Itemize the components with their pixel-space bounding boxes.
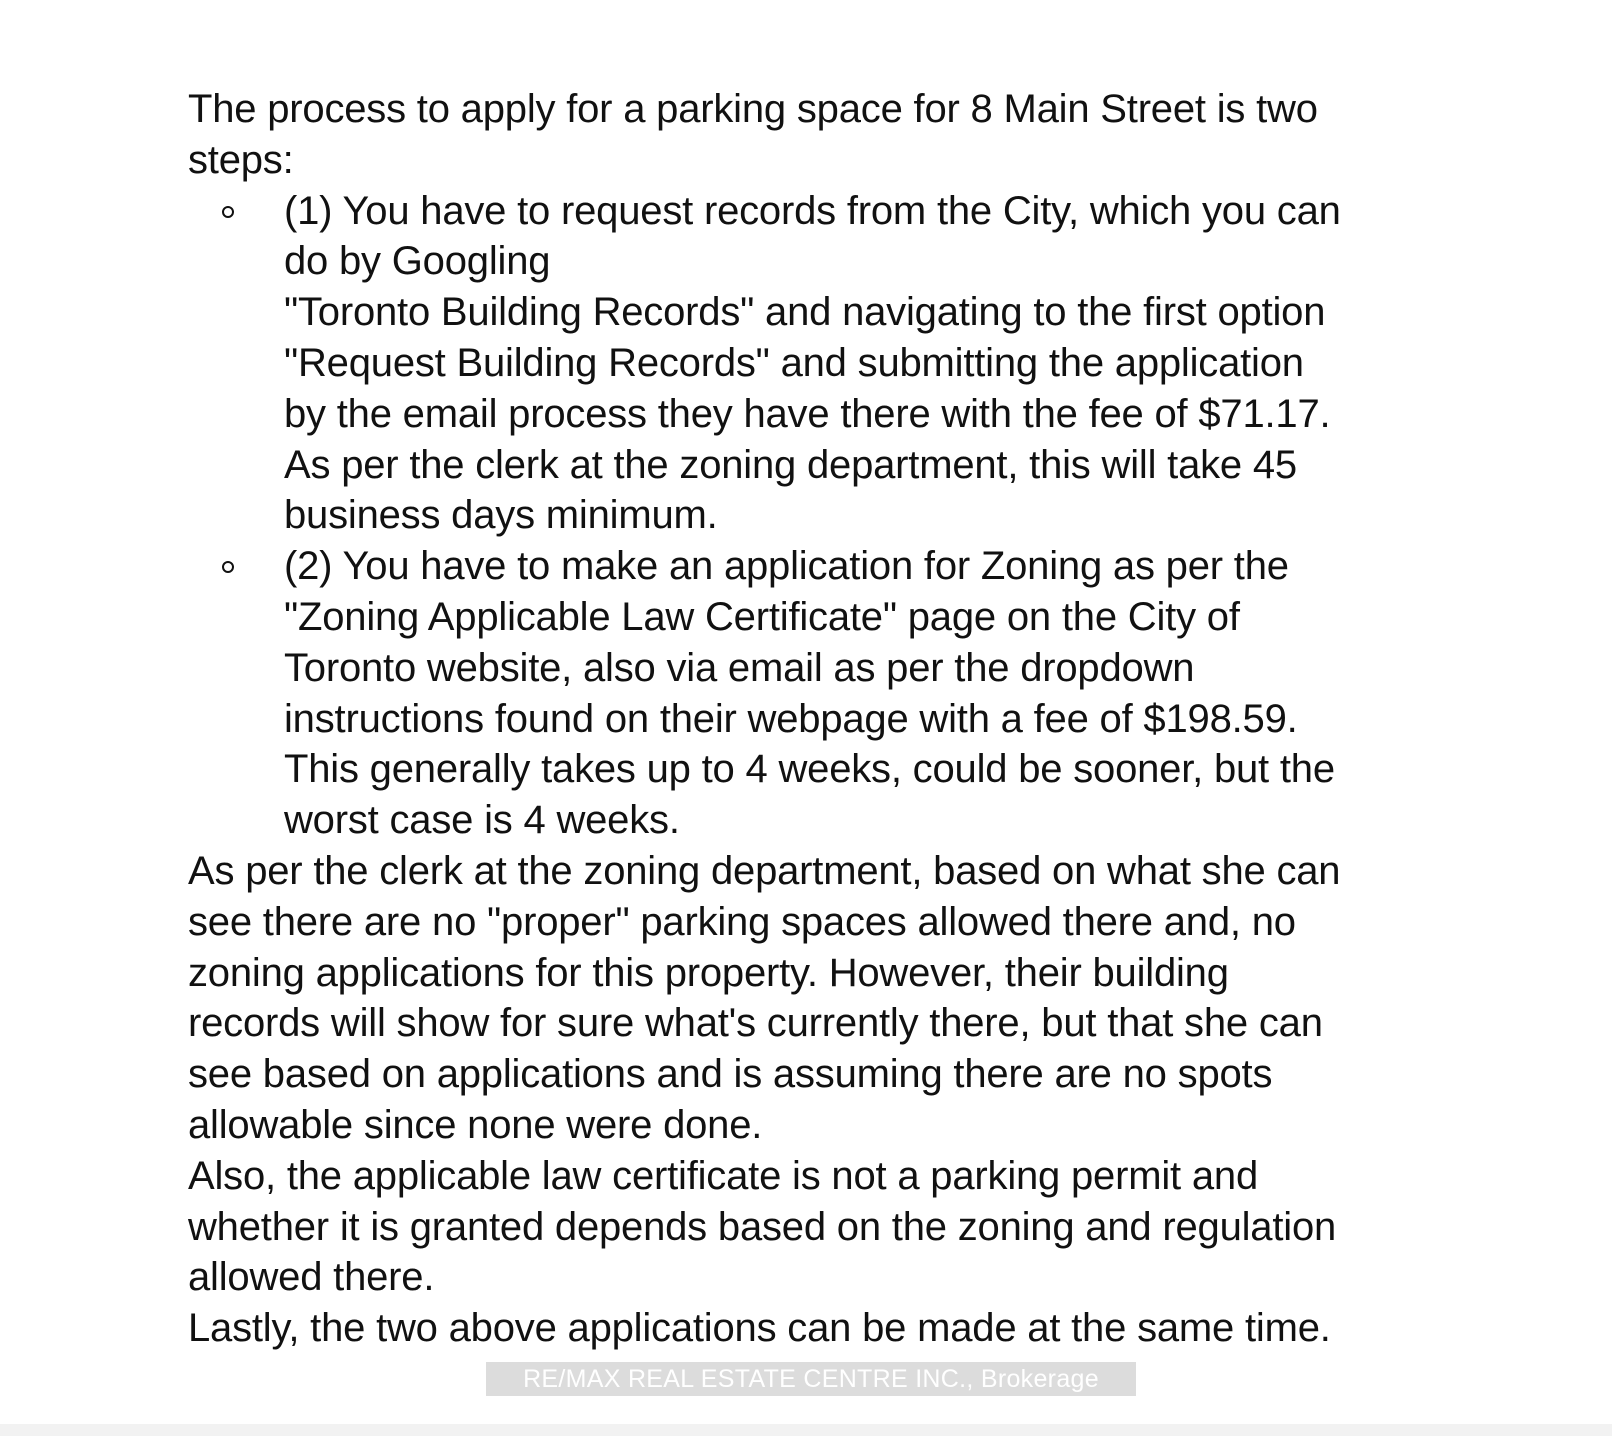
intro-paragraph [188, 84, 1448, 186]
text-line: (1) You have to request records from the City, which you can [284, 188, 1341, 233]
text-line: allowed there. [188, 1255, 435, 1300]
step-item-2 [188, 541, 1448, 846]
text-line: business days minimum. [284, 493, 718, 538]
document-body [188, 84, 1448, 1354]
text-line: "Zoning Applicable Law Certificate" page on the City of [284, 594, 1240, 639]
text-line: "Toronto Building Records" and navigating to the first option [284, 290, 1326, 335]
text-line: Also, the applicable law certificate is not a parking permit and [188, 1153, 1258, 1198]
text-line: see based on applications and is assuming there are no spots [188, 1052, 1273, 1097]
steps-list [188, 186, 1448, 846]
text-line: zoning applications for this property. However, their building [188, 950, 1229, 995]
text-line: This generally takes up to 4 weeks, could be sooner, but the [284, 747, 1335, 792]
text-line: The process to apply for a parking space for 8 Main Street is two [188, 87, 1318, 131]
text-line: worst case is 4 weeks. [284, 798, 680, 843]
brokerage-watermark: RE/MAX REAL ESTATE CENTRE INC., Brokerage [486, 1362, 1136, 1396]
text-line: instructions found on their webpage with a fee of $198.59. [284, 696, 1298, 741]
text-line: do by Googling [284, 239, 551, 284]
text-line: steps: [188, 137, 294, 182]
text-line: Toronto website, also via email as per the dropdown [284, 645, 1195, 690]
text-line: As per the clerk at the zoning department, based on what she can [188, 848, 1341, 893]
text-line: records will show for sure what's currently there, but that she can [188, 1001, 1323, 1046]
bottom-edge-strip [0, 1424, 1612, 1436]
hollow-circle-bullet-icon [222, 206, 234, 218]
clerk-note-paragraph [188, 846, 1448, 1151]
also-note-paragraph [188, 1151, 1448, 1303]
step-item-1 [188, 186, 1448, 542]
text-line: As per the clerk at the zoning department, this will take 45 [284, 442, 1297, 487]
text-line: allowable since none were done. [188, 1102, 763, 1147]
hollow-circle-bullet-icon [222, 561, 234, 573]
text-line: see there are no "proper" parking spaces allowed there and, no [188, 899, 1296, 944]
text-line: whether it is granted depends based on the zoning and regulation [188, 1204, 1337, 1249]
text-line: "Request Building Records" and submitting the application [284, 340, 1304, 385]
text-line: by the email process they have there with the fee of $71.17. [284, 391, 1331, 436]
text-line: Lastly, the two above applications can be made at the same time. [188, 1306, 1331, 1351]
text-line: (2) You have to make an application for Zoning as per the [284, 544, 1289, 589]
last-note-paragraph [188, 1303, 1448, 1354]
